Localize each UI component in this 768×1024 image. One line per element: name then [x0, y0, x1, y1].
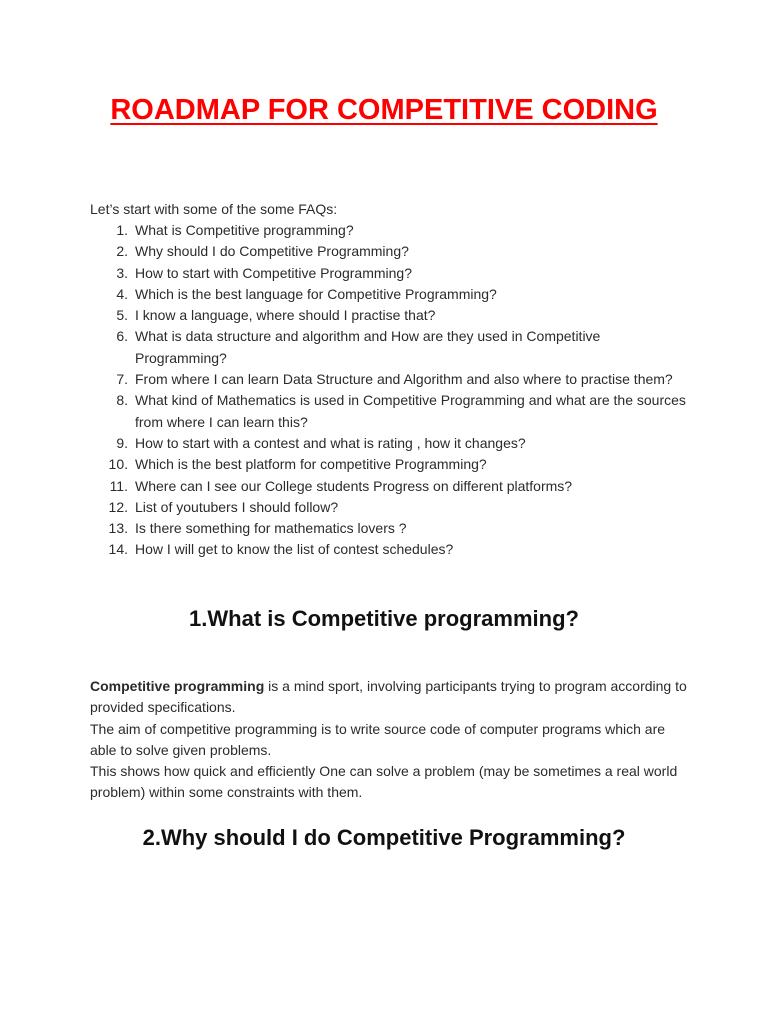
- faq-item: [90, 433, 690, 454]
- faq-text: What is Competitive programming?: [135, 222, 354, 238]
- faq-text: What kind of Mathematics is used in Competitive Programming and what are the sources from where I can learn this?: [135, 392, 686, 430]
- faq-number: 9.: [116, 434, 128, 451]
- faq-number: 14.: [108, 541, 128, 558]
- section-heading-what-is-cp: 1.What is Competitive programming?: [189, 606, 579, 631]
- faq-item: [90, 539, 690, 560]
- faq-number: 4.: [116, 285, 128, 302]
- faq-item: [90, 390, 690, 433]
- faq-number: 5.: [116, 307, 128, 324]
- faq-number: 7.: [116, 371, 128, 388]
- paragraph: This shows how quick and efficiently One can solve a problem (may be sometimes a real world problem) within some constraints with them.: [90, 763, 678, 801]
- paragraph: [90, 676, 690, 719]
- faq-number: 11.: [109, 477, 128, 494]
- faq-text: Which is the best platform for competitive Programming?: [135, 456, 487, 473]
- faq-text: List of youtubers I should follow?: [135, 498, 339, 515]
- faq-number: 1.: [116, 222, 128, 238]
- faq-item: [90, 326, 690, 369]
- bold-term: Competitive programming: [90, 678, 265, 694]
- faq-item: [90, 369, 690, 390]
- faq-number: 3.: [116, 264, 128, 281]
- faq-text: How to start with Competitive Programming?: [135, 264, 412, 281]
- faq-item: [90, 241, 690, 262]
- paragraph-text: is a mind sport, involving participants trying to program according to provided specifications.: [90, 678, 687, 716]
- faq-item: [90, 497, 690, 518]
- faq-number: 12.: [108, 498, 128, 515]
- faq-intro: Let’s start with some of the some FAQs:: [90, 201, 338, 217]
- faq-text: Is there something for mathematics lovers ?: [135, 520, 407, 537]
- faq-text: Why should I do Competitive Programming?: [135, 243, 409, 260]
- faq-text: I know a language, where should I practise that?: [135, 307, 436, 324]
- faq-text: How I will get to know the list of contest schedules?: [135, 541, 454, 558]
- faq-number: 2.: [116, 243, 128, 260]
- faq-text: From where I can learn Data Structure and Algorithm and also where to practise them?: [135, 371, 673, 388]
- faq-text: Which is the best language for Competitive Programming?: [135, 285, 497, 302]
- faq-item: [90, 454, 690, 475]
- faq-text: Where can I see our College students Progress on different platforms?: [135, 477, 573, 494]
- faq-number: 6.: [116, 328, 128, 345]
- faq-number: 13.: [108, 520, 128, 537]
- faq-text: What is data structure and algorithm and How are they used in Competitive Programming?: [135, 328, 601, 366]
- faq-item: [90, 518, 690, 539]
- faq-number: 10.: [108, 456, 128, 473]
- faq-number: 8.: [116, 392, 128, 409]
- faq-item: [90, 220, 690, 241]
- faq-item: [90, 476, 690, 497]
- faq-list: [90, 220, 690, 561]
- faq-item: [90, 284, 690, 305]
- section-body-what-is-cp: [90, 676, 690, 804]
- faq-text: How to start with a contest and what is rating , how it changes?: [135, 434, 526, 451]
- page-title: ROADMAP FOR COMPETITIVE CODING: [110, 94, 658, 126]
- paragraph: The aim of competitive programming is to write source code of computer programs which are able to solve given problems.: [90, 720, 666, 758]
- faq-item: [90, 263, 690, 284]
- section-heading-why-cp: 2.Why should I do Competitive Programming?: [142, 825, 626, 850]
- faq-item: [90, 305, 690, 326]
